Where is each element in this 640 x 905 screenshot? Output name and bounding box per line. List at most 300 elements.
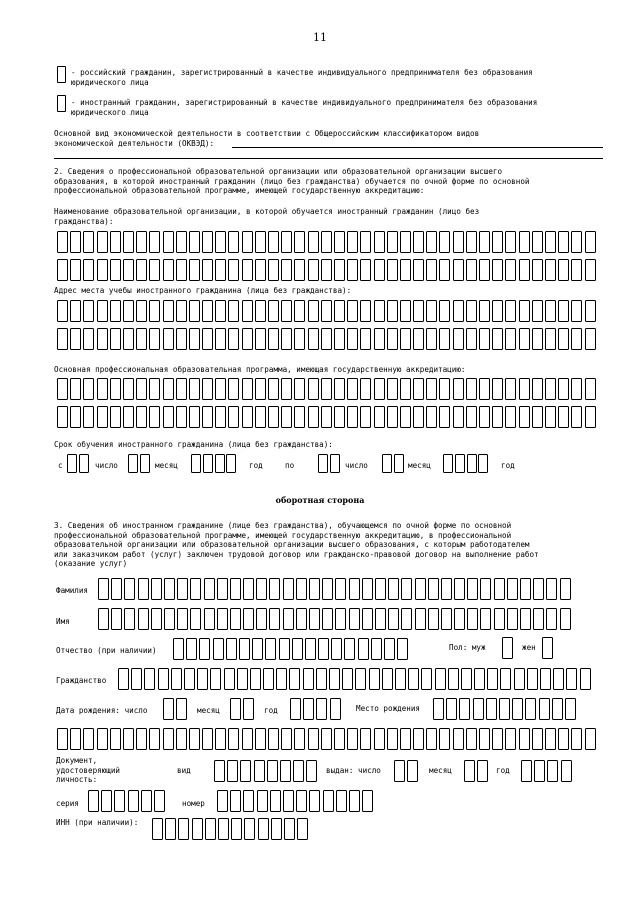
char-box[interactable]: [360, 231, 371, 253]
char-box[interactable]: [545, 259, 556, 281]
char-box[interactable]: [151, 578, 162, 600]
char-box[interactable]: [466, 259, 477, 281]
char-box[interactable]: [387, 328, 398, 350]
char-box[interactable]: [533, 578, 544, 600]
char-box[interactable]: [505, 378, 516, 400]
char-box[interactable]: [492, 259, 503, 281]
char-box[interactable]: [224, 668, 235, 690]
char-box[interactable]: [292, 638, 303, 660]
issued-year-boxes[interactable]: [521, 760, 574, 782]
char-box[interactable]: [441, 578, 452, 600]
char-box[interactable]: [375, 578, 386, 600]
char-box[interactable]: [374, 231, 385, 253]
char-box[interactable]: [527, 668, 538, 690]
char-box[interactable]: [400, 406, 411, 428]
char-box[interactable]: [214, 760, 225, 782]
char-box[interactable]: [294, 328, 305, 350]
char-box[interactable]: [505, 328, 516, 350]
char-box[interactable]: [83, 231, 94, 253]
char-box[interactable]: [401, 578, 412, 600]
char-box[interactable]: [382, 668, 393, 690]
char-box[interactable]: [215, 378, 226, 400]
char-box[interactable]: [177, 608, 188, 630]
char-box[interactable]: [110, 728, 121, 750]
char-box[interactable]: [97, 300, 108, 322]
char-box[interactable]: [57, 378, 68, 400]
char-box[interactable]: [97, 728, 108, 750]
char-box[interactable]: [355, 668, 366, 690]
char-box[interactable]: [571, 328, 582, 350]
char-box[interactable]: [426, 728, 437, 750]
char-box[interactable]: [176, 378, 187, 400]
char-box[interactable]: [466, 231, 477, 253]
char-box[interactable]: [308, 231, 319, 253]
char-box[interactable]: [163, 406, 174, 428]
char-box[interactable]: [255, 231, 266, 253]
char-box[interactable]: [149, 300, 160, 322]
char-box[interactable]: [70, 300, 81, 322]
char-box[interactable]: [111, 608, 122, 630]
char-box[interactable]: [215, 259, 226, 281]
char-box[interactable]: [294, 300, 305, 322]
char-box[interactable]: [242, 259, 253, 281]
char-box[interactable]: [466, 300, 477, 322]
char-box[interactable]: [204, 578, 215, 600]
char-box[interactable]: [98, 608, 109, 630]
char-box[interactable]: [371, 638, 382, 660]
char-box[interactable]: [540, 668, 551, 690]
char-box[interactable]: [388, 578, 399, 600]
char-box[interactable]: [309, 608, 320, 630]
char-box[interactable]: [571, 231, 582, 253]
char-box[interactable]: [387, 231, 398, 253]
char-box[interactable]: [502, 637, 513, 659]
char-box[interactable]: [439, 231, 450, 253]
char-box[interactable]: [322, 578, 333, 600]
char-box[interactable]: [466, 728, 477, 750]
char-box[interactable]: [189, 300, 200, 322]
char-box[interactable]: [400, 328, 411, 350]
char-box[interactable]: [242, 328, 253, 350]
char-box[interactable]: [290, 698, 301, 720]
issued-month-boxes[interactable]: [464, 760, 490, 782]
char-box[interactable]: [321, 300, 332, 322]
char-box[interactable]: [149, 259, 160, 281]
char-box[interactable]: [268, 378, 279, 400]
char-box[interactable]: [547, 760, 558, 782]
char-box[interactable]: [479, 231, 490, 253]
char-box[interactable]: [507, 578, 518, 600]
char-box[interactable]: [558, 300, 569, 322]
char-box[interactable]: [281, 328, 292, 350]
char-box[interactable]: [479, 259, 490, 281]
char-box[interactable]: [308, 406, 319, 428]
char-box[interactable]: [479, 328, 490, 350]
char-box[interactable]: [439, 300, 450, 322]
char-box[interactable]: [571, 300, 582, 322]
char-box[interactable]: [453, 231, 464, 253]
char-box[interactable]: [453, 378, 464, 400]
char-box[interactable]: [257, 790, 268, 812]
char-box[interactable]: [243, 698, 254, 720]
char-box[interactable]: [585, 378, 596, 400]
char-box[interactable]: [520, 578, 531, 600]
char-box[interactable]: [268, 328, 279, 350]
char-box[interactable]: [152, 818, 163, 840]
char-box[interactable]: [492, 328, 503, 350]
char-box[interactable]: [494, 578, 505, 600]
char-box[interactable]: [519, 728, 530, 750]
char-box[interactable]: [83, 259, 94, 281]
char-box[interactable]: [329, 668, 340, 690]
char-box[interactable]: [505, 728, 516, 750]
char-box[interactable]: [173, 638, 184, 660]
address-row-2[interactable]: [57, 328, 598, 350]
char-box[interactable]: [519, 406, 530, 428]
char-box[interactable]: [123, 300, 134, 322]
char-box[interactable]: [242, 231, 253, 253]
char-box[interactable]: [454, 578, 465, 600]
char-box[interactable]: [514, 668, 525, 690]
char-box[interactable]: [362, 578, 373, 600]
char-box[interactable]: [387, 259, 398, 281]
char-box[interactable]: [190, 608, 201, 630]
char-box[interactable]: [202, 231, 213, 253]
char-box[interactable]: [532, 378, 543, 400]
period-from-month[interactable]: [128, 454, 152, 473]
char-box[interactable]: [455, 454, 465, 473]
char-box[interactable]: [580, 668, 591, 690]
char-box[interactable]: [110, 378, 121, 400]
char-box[interactable]: [215, 406, 226, 428]
char-box[interactable]: [189, 259, 200, 281]
char-box[interactable]: [360, 378, 371, 400]
char-box[interactable]: [334, 259, 345, 281]
char-box[interactable]: [215, 454, 225, 473]
char-box[interactable]: [322, 608, 333, 630]
char-box[interactable]: [114, 790, 125, 812]
char-box[interactable]: [218, 818, 229, 840]
char-box[interactable]: [521, 760, 532, 782]
char-box[interactable]: [176, 300, 187, 322]
char-box[interactable]: [388, 608, 399, 630]
char-box[interactable]: [374, 259, 385, 281]
char-box[interactable]: [230, 698, 241, 720]
char-box[interactable]: [141, 790, 152, 812]
char-box[interactable]: [374, 300, 385, 322]
char-box[interactable]: [306, 760, 317, 782]
char-box[interactable]: [226, 638, 237, 660]
char-box[interactable]: [360, 300, 371, 322]
char-box[interactable]: [439, 259, 450, 281]
char-box[interactable]: [467, 578, 478, 600]
sex-male-checkbox[interactable]: [502, 637, 515, 659]
char-box[interactable]: [321, 259, 332, 281]
char-box[interactable]: [217, 578, 228, 600]
char-box[interactable]: [97, 259, 108, 281]
char-box[interactable]: [283, 608, 294, 630]
char-box[interactable]: [203, 454, 213, 473]
char-box[interactable]: [571, 406, 582, 428]
char-box[interactable]: [189, 231, 200, 253]
char-box[interactable]: [243, 578, 254, 600]
char-box[interactable]: [334, 300, 345, 322]
char-box[interactable]: [558, 231, 569, 253]
birth-place-boxes-1[interactable]: [433, 698, 578, 720]
birth-day-boxes[interactable]: [163, 698, 189, 720]
char-box[interactable]: [294, 406, 305, 428]
char-box[interactable]: [347, 259, 358, 281]
char-box[interactable]: [254, 760, 265, 782]
char-box[interactable]: [335, 578, 346, 600]
char-box[interactable]: [215, 300, 226, 322]
citizenship-boxes[interactable]: [118, 668, 593, 690]
char-box[interactable]: [492, 231, 503, 253]
char-box[interactable]: [294, 259, 305, 281]
series-boxes[interactable]: [88, 790, 167, 812]
char-box[interactable]: [303, 668, 314, 690]
char-box[interactable]: [242, 378, 253, 400]
char-box[interactable]: [415, 578, 426, 600]
char-box[interactable]: [240, 760, 251, 782]
char-box[interactable]: [443, 454, 453, 473]
char-box[interactable]: [534, 760, 545, 782]
char-box[interactable]: [487, 668, 498, 690]
char-box[interactable]: [453, 406, 464, 428]
char-box[interactable]: [202, 328, 213, 350]
char-box[interactable]: [263, 668, 274, 690]
char-box[interactable]: [178, 818, 189, 840]
char-box[interactable]: [532, 728, 543, 750]
char-box[interactable]: [136, 378, 147, 400]
char-box[interactable]: [360, 259, 371, 281]
char-box[interactable]: [492, 378, 503, 400]
char-box[interactable]: [532, 259, 543, 281]
char-box[interactable]: [281, 300, 292, 322]
birth-place-boxes-2[interactable]: [57, 728, 598, 750]
birth-month-boxes[interactable]: [230, 698, 256, 720]
char-box[interactable]: [558, 328, 569, 350]
char-box[interactable]: [486, 698, 497, 720]
char-box[interactable]: [281, 728, 292, 750]
char-box[interactable]: [163, 259, 174, 281]
char-box[interactable]: [533, 608, 544, 630]
char-box[interactable]: [461, 668, 472, 690]
program-row-1[interactable]: [57, 378, 598, 400]
char-box[interactable]: [70, 406, 81, 428]
char-box[interactable]: [561, 760, 572, 782]
char-box[interactable]: [426, 406, 437, 428]
char-box[interactable]: [532, 231, 543, 253]
char-box[interactable]: [230, 790, 241, 812]
char-box[interactable]: [149, 378, 160, 400]
char-box[interactable]: [362, 790, 373, 812]
char-box[interactable]: [321, 378, 332, 400]
char-box[interactable]: [243, 790, 254, 812]
char-box[interactable]: [321, 406, 332, 428]
char-box[interactable]: [217, 608, 228, 630]
char-box[interactable]: [492, 300, 503, 322]
okved-input-line-2[interactable]: [54, 158, 603, 159]
char-box[interactable]: [192, 818, 203, 840]
char-box[interactable]: [532, 328, 543, 350]
checkbox-foreign-citizen[interactable]: [57, 95, 66, 112]
char-box[interactable]: [163, 378, 174, 400]
char-box[interactable]: [464, 760, 475, 782]
char-box[interactable]: [558, 406, 569, 428]
char-box[interactable]: [505, 231, 516, 253]
char-box[interactable]: [507, 608, 518, 630]
char-box[interactable]: [83, 378, 94, 400]
issued-day-boxes[interactable]: [394, 760, 420, 782]
char-box[interactable]: [205, 818, 216, 840]
char-box[interactable]: [136, 328, 147, 350]
char-box[interactable]: [479, 406, 490, 428]
char-box[interactable]: [566, 668, 577, 690]
char-box[interactable]: [499, 698, 510, 720]
char-box[interactable]: [165, 818, 176, 840]
char-box[interactable]: [330, 454, 340, 473]
char-box[interactable]: [57, 231, 68, 253]
char-box[interactable]: [480, 578, 491, 600]
char-box[interactable]: [228, 259, 239, 281]
char-box[interactable]: [571, 259, 582, 281]
char-box[interactable]: [479, 378, 490, 400]
char-box[interactable]: [83, 406, 94, 428]
char-box[interactable]: [360, 328, 371, 350]
char-box[interactable]: [191, 454, 201, 473]
char-box[interactable]: [334, 328, 345, 350]
char-box[interactable]: [281, 231, 292, 253]
char-box[interactable]: [466, 378, 477, 400]
char-box[interactable]: [110, 300, 121, 322]
char-box[interactable]: [110, 406, 121, 428]
char-box[interactable]: [124, 578, 135, 600]
char-box[interactable]: [453, 728, 464, 750]
char-box[interactable]: [228, 378, 239, 400]
char-box[interactable]: [97, 406, 108, 428]
char-box[interactable]: [140, 454, 150, 473]
number-boxes[interactable]: [217, 790, 375, 812]
char-box[interactable]: [111, 578, 122, 600]
char-box[interactable]: [374, 728, 385, 750]
char-box[interactable]: [255, 406, 266, 428]
char-box[interactable]: [138, 578, 149, 600]
char-box[interactable]: [519, 259, 530, 281]
char-box[interactable]: [415, 608, 426, 630]
char-box[interactable]: [394, 760, 405, 782]
char-box[interactable]: [478, 454, 488, 473]
char-box[interactable]: [413, 406, 424, 428]
char-box[interactable]: [149, 231, 160, 253]
char-box[interactable]: [163, 328, 174, 350]
char-box[interactable]: [553, 668, 564, 690]
char-box[interactable]: [151, 608, 162, 630]
char-box[interactable]: [83, 328, 94, 350]
char-box[interactable]: [281, 406, 292, 428]
char-box[interactable]: [362, 608, 373, 630]
char-box[interactable]: [110, 328, 121, 350]
char-box[interactable]: [289, 668, 300, 690]
char-box[interactable]: [585, 259, 596, 281]
char-box[interactable]: [349, 578, 360, 600]
program-row-2[interactable]: [57, 406, 598, 428]
char-box[interactable]: [227, 760, 238, 782]
char-box[interactable]: [334, 231, 345, 253]
char-box[interactable]: [110, 259, 121, 281]
char-box[interactable]: [144, 668, 155, 690]
surname-boxes[interactable]: [98, 578, 573, 600]
char-box[interactable]: [466, 328, 477, 350]
char-box[interactable]: [83, 728, 94, 750]
char-box[interactable]: [413, 300, 424, 322]
address-row-1[interactable]: [57, 300, 598, 322]
char-box[interactable]: [149, 728, 160, 750]
char-box[interactable]: [519, 328, 530, 350]
char-box[interactable]: [124, 608, 135, 630]
char-box[interactable]: [267, 760, 278, 782]
char-box[interactable]: [97, 231, 108, 253]
char-box[interactable]: [525, 698, 536, 720]
char-box[interactable]: [228, 728, 239, 750]
char-box[interactable]: [57, 728, 68, 750]
char-box[interactable]: [336, 790, 347, 812]
char-box[interactable]: [184, 668, 195, 690]
char-box[interactable]: [394, 454, 404, 473]
char-box[interactable]: [210, 668, 221, 690]
char-box[interactable]: [467, 454, 477, 473]
char-box[interactable]: [545, 406, 556, 428]
char-box[interactable]: [215, 231, 226, 253]
org-name-row-2[interactable]: [57, 259, 598, 281]
char-box[interactable]: [545, 728, 556, 750]
document-type-boxes[interactable]: [214, 760, 320, 782]
char-box[interactable]: [57, 328, 68, 350]
char-box[interactable]: [242, 728, 253, 750]
char-box[interactable]: [164, 578, 175, 600]
char-box[interactable]: [255, 728, 266, 750]
char-box[interactable]: [101, 790, 112, 812]
char-box[interactable]: [374, 406, 385, 428]
char-box[interactable]: [294, 231, 305, 253]
char-box[interactable]: [492, 406, 503, 428]
char-box[interactable]: [512, 698, 523, 720]
char-box[interactable]: [454, 608, 465, 630]
char-box[interactable]: [79, 454, 89, 473]
char-box[interactable]: [347, 328, 358, 350]
char-box[interactable]: [400, 259, 411, 281]
char-box[interactable]: [163, 300, 174, 322]
char-box[interactable]: [280, 760, 291, 782]
char-box[interactable]: [342, 668, 353, 690]
char-box[interactable]: [360, 728, 371, 750]
char-box[interactable]: [202, 300, 213, 322]
char-box[interactable]: [136, 728, 147, 750]
char-box[interactable]: [226, 454, 236, 473]
char-box[interactable]: [250, 668, 261, 690]
char-box[interactable]: [558, 728, 569, 750]
char-box[interactable]: [57, 300, 68, 322]
char-box[interactable]: [136, 300, 147, 322]
char-box[interactable]: [189, 378, 200, 400]
char-box[interactable]: [335, 608, 346, 630]
char-box[interactable]: [296, 608, 307, 630]
char-box[interactable]: [136, 406, 147, 428]
char-box[interactable]: [217, 790, 228, 812]
char-box[interactable]: [492, 728, 503, 750]
char-box[interactable]: [480, 608, 491, 630]
char-box[interactable]: [228, 328, 239, 350]
